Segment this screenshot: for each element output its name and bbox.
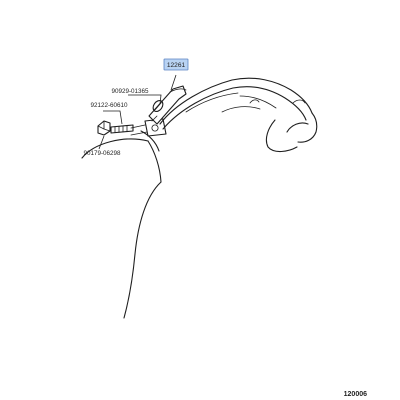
- figure-number: 120006: [343, 391, 367, 398]
- leader-line-nut: [99, 136, 104, 149]
- nut-part-drawing: [98, 121, 110, 135]
- callout-label-hose: 12261: [166, 62, 186, 70]
- stud-bolt-part-drawing: [111, 125, 133, 133]
- callout-label-clip: 90929-01365: [111, 88, 149, 95]
- leader-line-hose: [171, 75, 176, 90]
- callout-label-stud-bolt: 92122-60610: [90, 102, 128, 109]
- callout-clip[interactable]: [111, 88, 149, 95]
- callout-label-nut: 90179-06298: [83, 150, 121, 157]
- engine-outline-drawing: [82, 78, 317, 318]
- callout-nut[interactable]: [83, 150, 121, 157]
- callout-stud-bolt[interactable]: [90, 102, 128, 109]
- callout-hose[interactable]: [164, 59, 188, 70]
